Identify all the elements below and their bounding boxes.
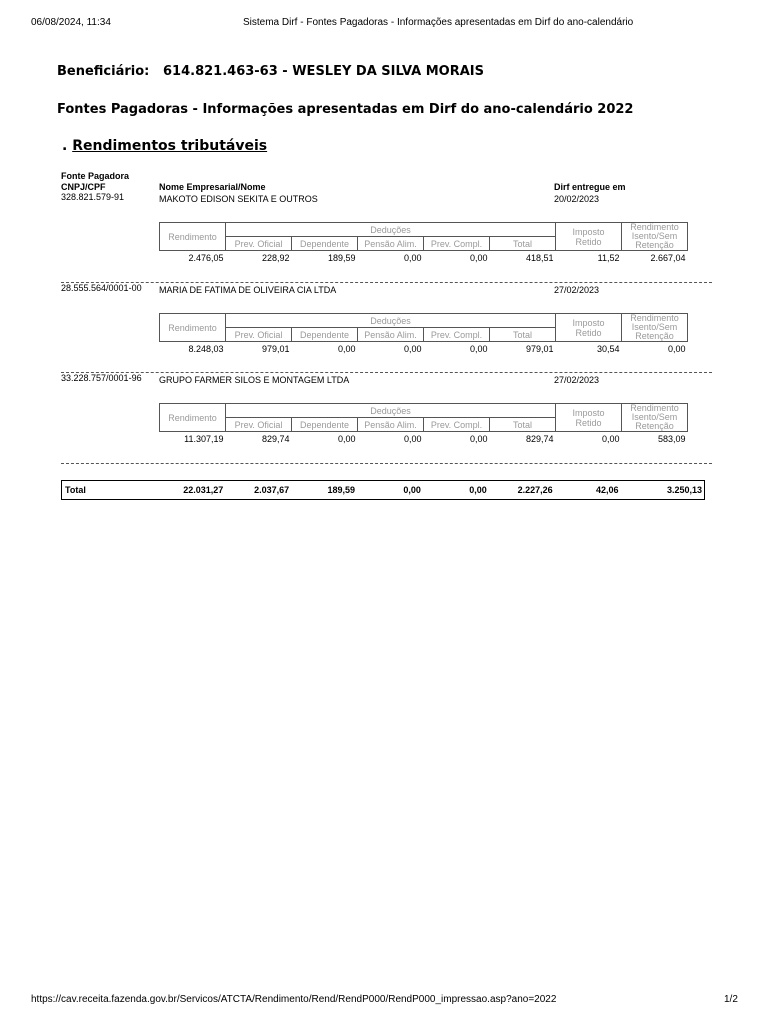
total-prev-compl: 0,00	[469, 485, 487, 495]
col-prev-oficial	[226, 418, 292, 432]
col-prev-oficial-text: Prev. Oficial	[234, 238, 283, 249]
col-pensao	[358, 418, 424, 432]
value-prev-compl: 0,00	[469, 433, 488, 444]
col-rendimento	[160, 314, 226, 342]
col-rendimento-text: Rendimento	[168, 322, 217, 333]
label-cnpj-cpf: CNPJ/CPF	[61, 182, 106, 192]
value-rendimento: 8.248,03	[188, 343, 224, 354]
value-prev-oficial: 979,01	[261, 343, 290, 354]
value-prev-oficial: 228,92	[261, 252, 290, 263]
source-name: GRUPO FARMER SILOS E MONTAGEM LTDA	[159, 375, 350, 385]
col-isento-line2: Isento/Sem	[631, 231, 678, 241]
section-separator	[61, 372, 712, 373]
section-separator	[61, 282, 712, 283]
col-dependente	[292, 418, 358, 432]
total-pensao: 0,00	[403, 485, 421, 495]
col-imposto-retido	[556, 404, 622, 432]
col-prev-compl	[424, 418, 490, 432]
source-detail-table	[159, 222, 688, 264]
section-heading	[62, 138, 267, 154]
col-deducoes	[226, 404, 556, 418]
col-dependente-text: Dependente	[299, 238, 350, 249]
col-prev-compl	[424, 237, 490, 251]
footer-url: https://cav.receita.fazenda.gov.br/Servicos/ATCTA/Rendimento/Rend/RendP000/RendP000_impressao.asp?ano=2022	[31, 994, 557, 1005]
source-dirf-date: 27/02/2023	[554, 285, 600, 295]
col-deducoes-text: Deduções	[370, 405, 411, 416]
source-detail-table	[159, 313, 688, 355]
col-imposto-line2: Retido	[575, 236, 602, 247]
col-isento-line3: Retenção	[635, 421, 674, 431]
value-rendimento: 2.476,05	[188, 252, 224, 263]
value-rendimento-isento: 2.667,04	[650, 252, 686, 263]
col-rendimento-text: Rendimento	[168, 412, 217, 423]
value-deducoes-total: 829,74	[525, 433, 554, 444]
label-fonte-pagadora: Fonte Pagadora	[61, 171, 130, 181]
col-prev-oficial	[226, 237, 292, 251]
section-separator	[61, 463, 712, 464]
value-imposto-retido: 11,52	[597, 252, 620, 263]
col-prev-oficial-text: Prev. Oficial	[234, 329, 283, 340]
col-rendimento	[160, 223, 226, 251]
source-cnpj: 33.228.757/0001-96	[61, 373, 142, 383]
col-prev-oficial-text: Prev. Oficial	[234, 419, 283, 430]
value-rendimento-isento: 583,09	[657, 433, 686, 444]
col-dependente	[292, 328, 358, 342]
beneficiary-value: 614.821.463-63 - WESLEY DA SILVA MORAIS	[163, 64, 485, 79]
col-total	[490, 418, 556, 432]
source-values-row	[160, 342, 688, 356]
total-deducoes-total: 2.227,26	[517, 485, 553, 495]
col-isento-line3: Retenção	[635, 240, 674, 250]
print-datetime: 06/08/2024, 11:34	[31, 17, 111, 28]
col-pensao-text: Pensão Alim.	[364, 419, 417, 430]
col-deducoes-text: Deduções	[370, 224, 411, 235]
value-deducoes-total: 979,01	[525, 343, 554, 354]
label-dirf-entregue: Dirf entregue em	[554, 182, 626, 192]
total-imposto-retido: 42,06	[596, 485, 619, 495]
section-bullet: .	[62, 138, 68, 154]
col-total-text: Total	[512, 329, 532, 340]
source-cnpj: 328.821.579-91	[61, 192, 125, 202]
total-rendimento: 22.031,27	[183, 485, 224, 495]
col-imposto-line1: Imposto	[572, 407, 605, 418]
source-values-row	[160, 251, 688, 265]
col-isento-line1: Rendimento	[630, 222, 679, 232]
col-isento-line2: Isento/Sem	[631, 412, 678, 422]
section-title: Rendimentos tributáveis	[72, 138, 268, 154]
value-deducoes-total: 418,51	[525, 252, 554, 263]
report-title: Fontes Pagadoras - Informações apresentadas em Dirf do ano-calendário 2022	[57, 102, 634, 117]
col-prev-compl-text: Prev. Compl.	[430, 329, 483, 340]
col-pensao	[358, 328, 424, 342]
col-isento-line3: Retenção	[635, 331, 674, 341]
total-table	[61, 480, 705, 500]
col-rendimento	[160, 404, 226, 432]
value-imposto-retido: 30,54	[596, 343, 620, 354]
col-imposto-line1: Imposto	[572, 317, 605, 328]
col-rendimento-isento	[622, 223, 688, 251]
col-total-text: Total	[512, 238, 532, 249]
col-prev-oficial	[226, 328, 292, 342]
col-total	[490, 237, 556, 251]
label-nome-empresarial: Nome Empresarial/Nome	[159, 182, 266, 192]
value-prev-compl: 0,00	[469, 343, 488, 354]
print-page-title: Sistema Dirf - Fontes Pagadoras - Informações apresentadas em Dirf do ano-calendário	[243, 17, 634, 28]
col-pensao	[358, 237, 424, 251]
value-rendimento-isento: 0,00	[667, 343, 686, 354]
value-dependente: 0,00	[337, 343, 356, 354]
source-detail-table	[159, 403, 688, 445]
value-dependente: 189,59	[327, 252, 356, 263]
source-dirf-date: 27/02/2023	[554, 375, 600, 385]
value-pensao: 0,00	[403, 343, 422, 354]
source-dirf-date: 20/02/2023	[554, 194, 600, 204]
col-dependente	[292, 237, 358, 251]
col-pensao-text: Pensão Alim.	[364, 238, 417, 249]
total-dependente: 189,59	[327, 485, 356, 495]
col-imposto-line2: Retido	[575, 417, 602, 428]
total-label: Total	[65, 485, 86, 495]
col-prev-compl-text: Prev. Compl.	[430, 419, 483, 430]
col-total	[490, 328, 556, 342]
col-rendimento-isento	[622, 404, 688, 432]
col-dependente-text: Dependente	[299, 419, 350, 430]
col-deducoes	[226, 314, 556, 328]
total-rendimento-isento: 3.250,13	[666, 485, 702, 495]
value-pensao: 0,00	[403, 252, 422, 263]
col-rendimento-isento	[622, 314, 688, 342]
value-prev-compl: 0,00	[469, 252, 488, 263]
col-prev-compl-text: Prev. Compl.	[430, 238, 483, 249]
col-total-text: Total	[512, 419, 532, 430]
value-imposto-retido: 0,00	[601, 433, 620, 444]
col-isento-line1: Rendimento	[630, 403, 679, 413]
col-deducoes-text: Deduções	[370, 315, 411, 326]
col-isento-line1: Rendimento	[630, 313, 679, 323]
value-dependente: 0,00	[337, 433, 356, 444]
col-deducoes	[226, 223, 556, 237]
col-rendimento-text: Rendimento	[168, 231, 217, 242]
value-pensao: 0,00	[403, 433, 422, 444]
col-imposto-line2: Retido	[575, 327, 602, 338]
col-imposto-line1: Imposto	[572, 226, 605, 237]
col-dependente-text: Dependente	[299, 329, 350, 340]
source-name: MAKOTO EDISON SEKITA E OUTROS	[159, 194, 318, 204]
footer-page-number: 1/2	[724, 994, 738, 1005]
source-name: MARIA DE FATIMA DE OLIVEIRA CIA LTDA	[159, 285, 337, 295]
col-isento-line2: Isento/Sem	[631, 322, 678, 332]
col-imposto-retido	[556, 314, 622, 342]
source-values-row	[160, 432, 688, 446]
total-prev-oficial: 2.037,67	[254, 485, 290, 495]
source-cnpj: 28.555.564/0001-00	[61, 283, 142, 293]
value-rendimento: 11.307,19	[184, 433, 224, 444]
col-pensao-text: Pensão Alim.	[364, 329, 417, 340]
beneficiary-label: Beneficiário:	[57, 64, 150, 79]
col-prev-compl	[424, 328, 490, 342]
col-imposto-retido	[556, 223, 622, 251]
total-row	[62, 481, 705, 500]
value-prev-oficial: 829,74	[261, 433, 290, 444]
